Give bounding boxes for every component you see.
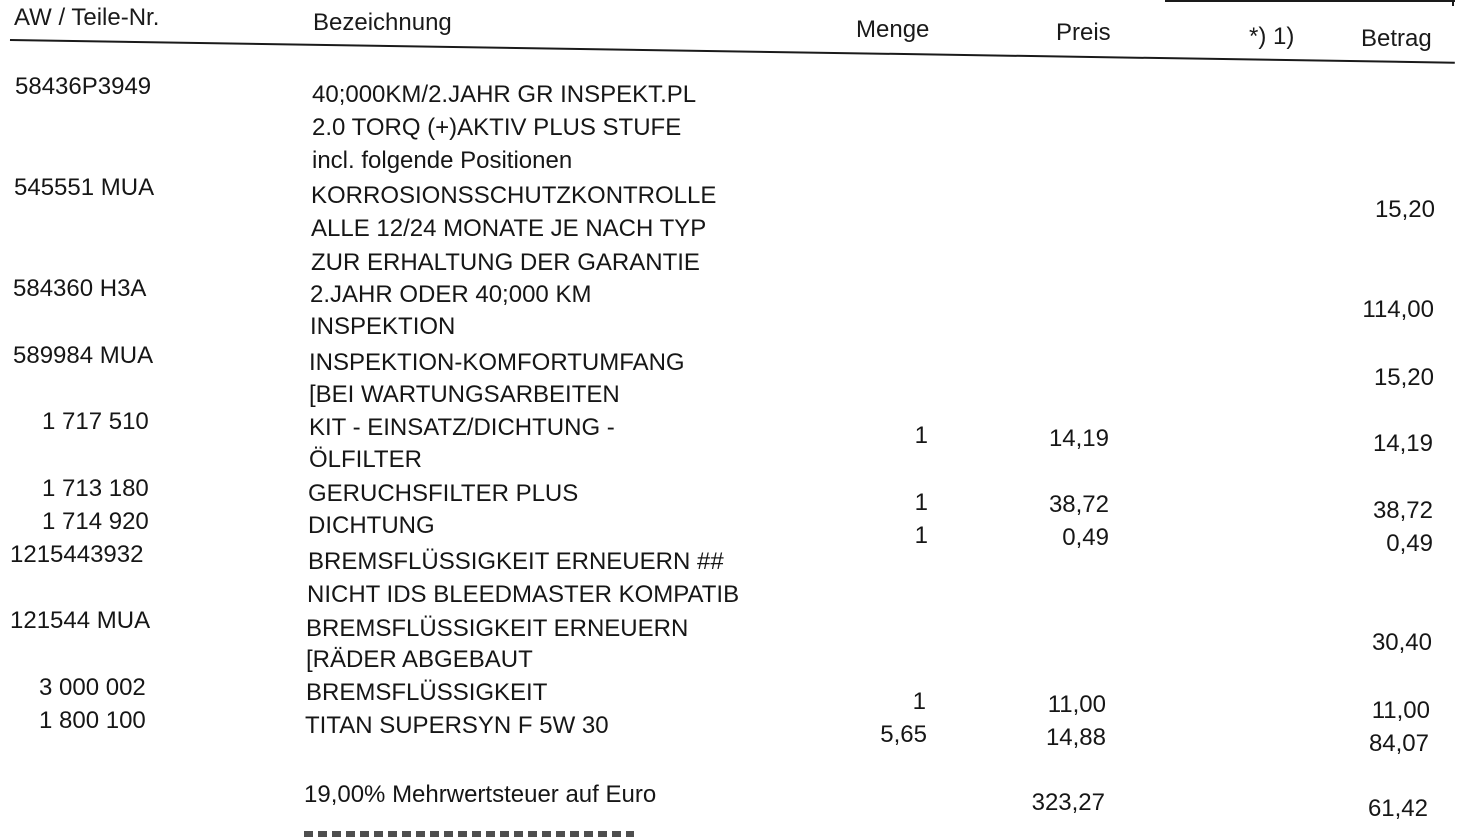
line-description: KORROSIONSSCHUTZKONTROLLE xyxy=(311,182,717,209)
line-amount: 0,49 xyxy=(1386,530,1433,557)
line-amount: 38,72 xyxy=(1372,497,1433,524)
line-quantity: 1 xyxy=(912,688,926,715)
top-frame-line xyxy=(1165,0,1455,2)
line-quantity: 1 xyxy=(914,489,928,516)
cut-off-text-fragment xyxy=(304,831,634,837)
line-quantity: 1 xyxy=(914,522,928,549)
top-frame-corner xyxy=(1452,0,1454,6)
part-number: 584360 H3A xyxy=(13,275,147,302)
line-price: 0,49 xyxy=(1062,524,1109,551)
line-description: TITAN SUPERSYN F 5W 30 xyxy=(305,712,609,739)
line-description: BREMSFLÜSSIGKEIT ERNEUERN ## xyxy=(308,548,724,575)
part-number: 1 800 100 xyxy=(39,707,146,734)
part-number: 1215443932 xyxy=(10,541,144,568)
line-description: BREMSFLÜSSIGKEIT xyxy=(306,679,548,706)
part-number: 589984 MUA xyxy=(13,342,154,369)
line-quantity: 1 xyxy=(914,422,928,449)
header-description: Bezeichnung xyxy=(313,9,452,36)
line-description: INSPEKTION xyxy=(310,313,456,340)
line-price: 11,00 xyxy=(1047,691,1106,718)
part-number: 121544 MUA xyxy=(10,607,151,634)
line-amount: 30,40 xyxy=(1371,629,1432,656)
part-number: 1 717 510 xyxy=(42,408,149,435)
line-description: ALLE 12/24 MONATE JE NACH TYP xyxy=(311,215,707,242)
line-amount: 14,19 xyxy=(1372,430,1433,457)
part-number: 1 714 920 xyxy=(42,508,149,535)
line-description: 40;000KM/2.JAHR GR INSPEKT.PL xyxy=(312,81,697,108)
line-amount: 15,20 xyxy=(1374,196,1435,223)
header-underline xyxy=(10,39,1455,64)
line-description: GERUCHSFILTER PLUS xyxy=(308,480,579,507)
part-number: 3 000 002 xyxy=(39,674,146,701)
line-quantity: 5,65 xyxy=(880,721,927,748)
line-description: 2.0 TORQ (+)AKTIV PLUS STUFE xyxy=(312,114,682,141)
header-price: Preis xyxy=(1056,19,1111,46)
part-number: 58436P3949 xyxy=(15,73,152,100)
line-amount: 84,07 xyxy=(1368,730,1429,757)
line-description: BREMSFLÜSSIGKEIT ERNEUERN xyxy=(306,615,689,642)
line-description: [BEI WARTUNGSARBEITEN xyxy=(309,381,620,408)
line-price: 38,72 xyxy=(1048,491,1109,518)
part-number: 545551 MUA xyxy=(14,174,155,201)
line-amount: 11,00 xyxy=(1371,697,1430,724)
header-part-no: AW / Teile-Nr. xyxy=(14,4,160,31)
line-price: 14,19 xyxy=(1048,425,1109,452)
line-amount: 114,00 xyxy=(1362,296,1434,323)
line-description: ÖLFILTER xyxy=(309,446,422,473)
header-quantity: Menge xyxy=(856,16,930,43)
header-flags: *) 1) xyxy=(1249,23,1295,50)
line-description: 2.JAHR ODER 40;000 KM xyxy=(310,281,592,308)
line-description: DICHTUNG xyxy=(308,512,435,539)
vat-amount: 61,42 xyxy=(1367,795,1428,822)
line-description: KIT - EINSATZ/DICHTUNG - xyxy=(309,414,615,441)
line-price: 14,88 xyxy=(1045,724,1106,751)
part-number: 1 713 180 xyxy=(42,475,149,502)
line-description: ZUR ERHALTUNG DER GARANTIE xyxy=(311,249,700,276)
line-description: INSPEKTION-KOMFORTUMFANG xyxy=(309,349,685,376)
vat-label: 19,00% Mehrwertsteuer auf Euro xyxy=(304,781,657,808)
line-description: [RÄDER ABGEBAUT xyxy=(306,646,533,673)
vat-base: 323,27 xyxy=(1031,789,1105,816)
line-amount: 15,20 xyxy=(1373,364,1434,391)
line-description: NICHT IDS BLEEDMASTER KOMPATIB xyxy=(307,581,740,608)
line-description: incl. folgende Positionen xyxy=(312,147,573,174)
header-amount: Betrag xyxy=(1361,25,1432,52)
